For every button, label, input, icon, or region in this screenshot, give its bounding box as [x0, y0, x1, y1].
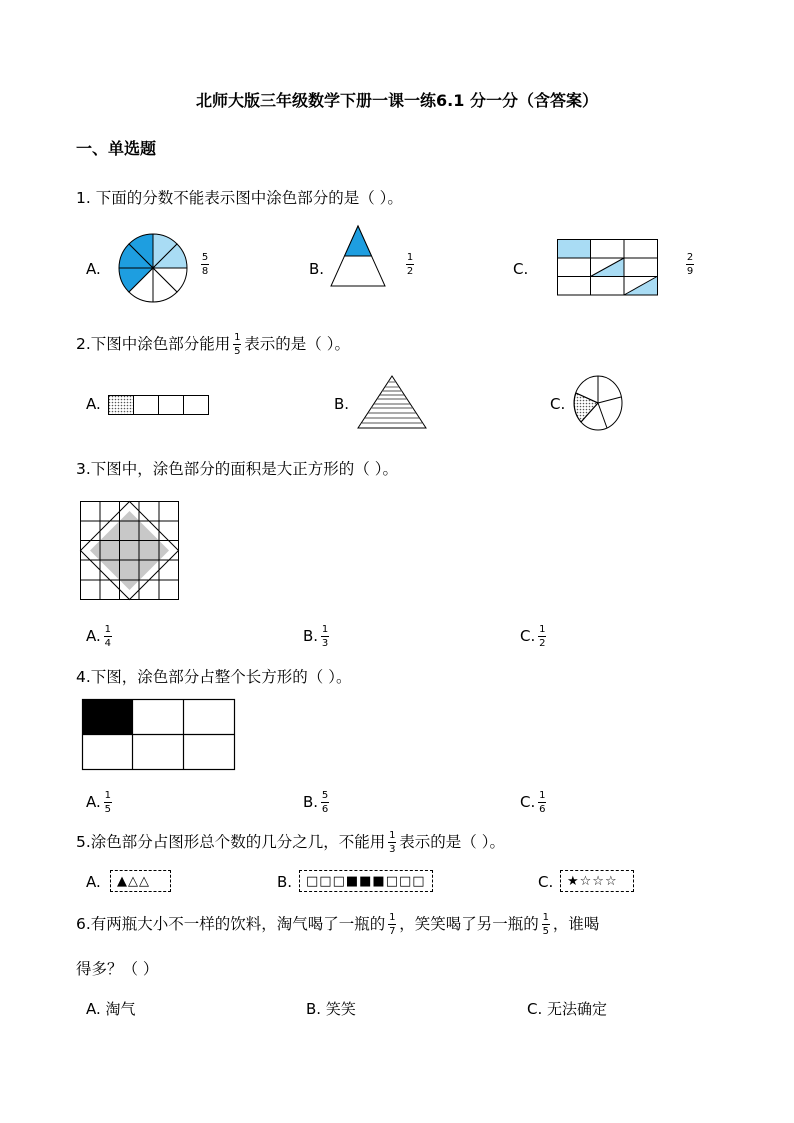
numerator: 2 [686, 252, 694, 263]
question-6-line-2: 得多？（ ） [76, 960, 159, 978]
question-5 [76, 830, 505, 855]
denominator: 2 [539, 638, 546, 649]
numerator: 1 [104, 790, 111, 801]
q2-fraction [233, 332, 241, 357]
q6-text-mid: ，笑笑喝了另一瓶的 [399, 915, 539, 933]
denominator: 5 [104, 804, 111, 815]
denominator: 3 [389, 844, 396, 855]
option-label: A. [86, 627, 101, 645]
section-heading: 一、单选题 [76, 139, 157, 158]
q2-option-a-label[interactable]: A. [86, 395, 101, 413]
option-fraction [321, 624, 329, 649]
q1-option-c-label[interactable]: C. [513, 260, 529, 278]
q5-option-a-shapes: ▲△△ [110, 870, 171, 892]
numerator: 1 [389, 830, 396, 841]
q2-option-c-label[interactable]: C. [550, 395, 566, 413]
q1-grid-figure [557, 239, 658, 296]
denominator: 4 [104, 638, 111, 649]
q3-option-c[interactable] [520, 624, 549, 649]
q5-option-b-shapes: □□□■■■□□□ [299, 870, 433, 892]
q2-text-post: 表示的是（ ）。 [244, 335, 350, 353]
denominator: 5 [542, 926, 549, 937]
q3-option-b[interactable] [303, 624, 332, 649]
denominator: 6 [539, 804, 546, 815]
numerator: 1 [234, 332, 241, 343]
numerator: 1 [539, 624, 546, 635]
q5-option-c-shapes: ★☆☆☆ [560, 870, 634, 892]
q2-text-pre: 2.下图中涂色部分能用 [76, 335, 231, 353]
numerator: 5 [321, 790, 329, 801]
q3-grid-figure [80, 501, 179, 600]
option-label: B. [303, 627, 319, 645]
denominator: 8 [201, 266, 209, 277]
denominator: 9 [686, 266, 694, 277]
option-label: C. [520, 627, 536, 645]
q2-strip-figure [108, 395, 210, 415]
q1-option-b-label[interactable]: B. [309, 260, 325, 278]
q6-option-a[interactable]: A. 淘气 [86, 1000, 136, 1018]
q5-option-a-label[interactable]: A. [86, 873, 101, 891]
option-label: A. [86, 793, 101, 811]
denominator: 5 [234, 346, 241, 357]
q3-option-a[interactable] [86, 624, 115, 649]
q2-triangle-figure [357, 375, 427, 429]
q6-text-post: ，谁喝 [552, 915, 600, 933]
q1-circle-figure [118, 233, 188, 303]
numerator: 1 [321, 624, 329, 635]
q6-text-pre: 6.有两瓶大小不一样的饮料，淘气喝了一瓶的 [76, 915, 386, 933]
q6-option-c[interactable]: C. 无法确定 [527, 1000, 608, 1018]
q6-fraction-1 [388, 912, 396, 937]
numerator: 1 [539, 790, 546, 801]
q1-option-a-fraction [201, 252, 209, 277]
q1-option-a-label[interactable]: A. [86, 260, 101, 278]
q5-text-pre: 5.涂色部分占图形总个数的几分之几，不能用 [76, 833, 386, 851]
question-1: 1. 下面的分数不能表示图中涂色部分的是（ ）。 [76, 189, 403, 207]
numerator: 1 [542, 912, 549, 923]
q5-option-c-label[interactable]: C. [538, 873, 554, 891]
q5-option-b-label[interactable]: B. [277, 873, 293, 891]
q2-option-b-label[interactable]: B. [334, 395, 350, 413]
denominator: 2 [406, 266, 414, 277]
question-4: 4.下图，涂色部分占整个长方形的（ ）。 [76, 668, 352, 686]
q5-fraction [388, 830, 396, 855]
numerator: 5 [201, 252, 209, 263]
page-title: 北师大版三年级数学下册一课一练6.1 分一分（含答案） [196, 91, 598, 110]
option-fraction [538, 790, 546, 815]
option-fraction [538, 624, 546, 649]
q6-option-b[interactable]: B. 笑笑 [306, 1000, 356, 1018]
q6-fraction-2 [542, 912, 550, 937]
denominator: 6 [321, 804, 329, 815]
numerator: 1 [104, 624, 111, 635]
option-fraction [104, 790, 112, 815]
q5-text-post: 表示的是（ ）。 [399, 833, 505, 851]
q1-option-c-fraction [686, 252, 694, 277]
q4-option-c[interactable] [520, 790, 549, 815]
denominator: 7 [389, 926, 396, 937]
question-3: 3.下图中，涂色部分的面积是大正方形的（ ）。 [76, 460, 398, 478]
option-label: B. [303, 793, 319, 811]
q2-pie-figure [573, 375, 623, 431]
question-2 [76, 332, 350, 357]
q4-option-b[interactable] [303, 790, 332, 815]
q4-option-a[interactable] [86, 790, 115, 815]
numerator: 1 [406, 252, 414, 263]
option-fraction [104, 624, 112, 649]
question-6-line-1 [76, 912, 599, 937]
q1-triangle-figure [330, 225, 386, 287]
numerator: 1 [389, 912, 396, 923]
q4-rectangle-figure [82, 699, 236, 771]
option-fraction [321, 790, 329, 815]
q1-option-b-fraction [406, 252, 414, 277]
option-label: C. [520, 793, 536, 811]
denominator: 3 [321, 638, 329, 649]
